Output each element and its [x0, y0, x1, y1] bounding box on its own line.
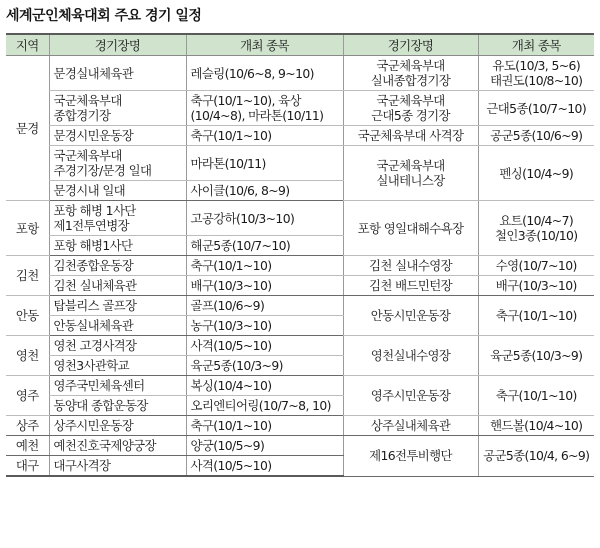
cell-line: 대구사격장: [53, 458, 111, 473]
venue-cell: [343, 276, 478, 296]
cell-line: 축구(10/1~10), 육상: [190, 93, 301, 108]
cell-line: 농구(10/3~10): [190, 318, 272, 333]
venue-cell: [343, 201, 478, 256]
header-row: [6, 34, 594, 56]
cell-line: 축구(10/1~10): [495, 388, 577, 403]
venue-cell: [49, 201, 186, 236]
cell-line: (10/4~8), 마라톤(10/11): [190, 108, 324, 123]
cell-line: 태권도(10/8~10): [490, 73, 583, 88]
cell-line: 근대5종(10/7~10): [486, 100, 587, 116]
cell-line: 안동실내체육관: [53, 318, 134, 333]
venue-cell: [49, 236, 186, 256]
event-cell: [478, 436, 594, 477]
cell-line: 문경시민운동장: [53, 128, 134, 143]
table-row: [6, 276, 594, 296]
cell-line: 포항 해병1사단: [53, 238, 133, 253]
region-cell: 김천: [6, 256, 49, 296]
cell-line: 양궁(10/5~9): [190, 438, 265, 453]
venue-cell: [343, 91, 478, 126]
event-cell: [478, 201, 594, 256]
cell-line: 사격(10/5~10): [190, 458, 272, 473]
region-cell: 문경: [6, 56, 49, 201]
cell-line: 국군체육부대: [376, 93, 445, 108]
event-cell: [186, 236, 343, 256]
event-cell: [186, 56, 343, 91]
cell-line: 상주실내체육관: [370, 418, 451, 433]
cell-line: 오리엔티어링(10/7~8, 10): [190, 398, 331, 413]
venue-cell: [49, 91, 186, 126]
venue-cell: [49, 146, 186, 181]
cell-line: 문경시내 일대: [53, 183, 126, 198]
cell-line: 김천 배드민턴장: [369, 278, 452, 293]
venue-cell: [49, 256, 186, 276]
event-cell: [186, 356, 343, 376]
event-cell: [186, 456, 343, 477]
venue-cell: [343, 256, 478, 276]
cell-line: 복싱(10/4~10): [190, 378, 272, 393]
venue-cell: [49, 416, 186, 436]
cell-line: 국군체육부대: [376, 158, 445, 173]
cell-line: 핸드볼(10/4~10): [490, 418, 583, 433]
table-row: [6, 256, 594, 276]
cell-line: 영천3사관학교: [53, 358, 129, 373]
cell-line: 국군체육부대: [376, 58, 445, 73]
venue-cell: [343, 376, 478, 416]
venue-cell: [49, 376, 186, 396]
cell-line: 실내테니스장: [376, 173, 445, 188]
header-event-1: 개최 종목: [186, 34, 343, 56]
venue-cell: [49, 336, 186, 356]
event-cell: [186, 416, 343, 436]
cell-line: 김천 실내체육관: [53, 278, 137, 293]
cell-line: 사격(10/5~10): [190, 338, 272, 353]
region-cell: 상주: [6, 416, 49, 436]
cell-line: 유도(10/3, 5~6): [492, 58, 581, 73]
event-cell: [186, 396, 343, 416]
table-row: [6, 56, 594, 91]
cell-line: 제16전투비행단: [369, 448, 452, 464]
cell-line: 마라톤(10/11): [190, 155, 266, 171]
event-cell: [478, 336, 594, 376]
venue-cell: [343, 336, 478, 376]
event-cell: [186, 181, 343, 201]
venue-cell: [49, 56, 186, 91]
cell-line: 김천 실내수영장: [369, 258, 452, 273]
region-cell: 안동: [6, 296, 49, 336]
table-row: [6, 126, 594, 146]
venue-cell: [343, 296, 478, 336]
event-cell: [478, 376, 594, 416]
cell-line: 동양대 종합운동장: [53, 398, 148, 413]
region-cell: 예천: [6, 436, 49, 456]
cell-line: 문경실내체육관: [53, 65, 134, 81]
venue-cell: [49, 316, 186, 336]
cell-line: 영천 고경사격장: [53, 338, 137, 353]
venue-cell: [49, 126, 186, 146]
venue-cell: [49, 456, 186, 477]
event-cell: [478, 416, 594, 436]
venue-cell: [343, 436, 478, 477]
table-row: [6, 296, 594, 316]
cell-line: 국군체육부대: [53, 148, 122, 163]
cell-line: 축구(10/1~10): [190, 128, 272, 143]
cell-line: 예천진호국제양궁장: [53, 438, 156, 453]
venue-cell: [49, 296, 186, 316]
table-row: [6, 376, 594, 396]
cell-line: 영주국민체육센터: [53, 378, 145, 393]
venue-cell: [49, 356, 186, 376]
cell-line: 사이클(10/6, 8~9): [190, 183, 290, 198]
cell-line: 영천실내수영장: [370, 348, 451, 363]
cell-line: 수영(10/7~10): [495, 258, 577, 273]
venue-cell: [343, 126, 478, 146]
cell-line: 고공강하(10/3~10): [190, 210, 295, 226]
event-cell: [186, 146, 343, 181]
venue-cell: [343, 146, 478, 201]
cell-line: 실내종합경기장: [370, 73, 451, 88]
event-cell: [478, 126, 594, 146]
cell-line: 골프(10/6~9): [190, 298, 265, 313]
cell-line: 펜싱(10/4~9): [499, 165, 574, 181]
cell-line: 상주시민운동장: [53, 418, 134, 433]
cell-line: 공군5종(10/4, 6~9): [483, 448, 590, 464]
cell-line: 안동시민운동장: [370, 308, 451, 323]
cell-line: 제1전투연병장: [53, 218, 129, 233]
header-venue-1: 경기장명: [49, 34, 186, 56]
cell-line: 근대5종 경기장: [371, 108, 450, 123]
cell-line: 종합경기장: [53, 108, 111, 123]
venue-cell: [49, 276, 186, 296]
cell-line: 축구(10/1~10): [190, 418, 272, 433]
schedule-table: [6, 33, 594, 477]
cell-line: 육군5종(10/3~9): [490, 348, 583, 363]
venue-cell: [49, 396, 186, 416]
header-venue-2: 경기장명: [343, 34, 478, 56]
cell-line: 육군5종(10/3~9): [190, 358, 283, 373]
table-row: [6, 91, 594, 126]
page-title: 세계군인체육대회 주요 경기 일정: [6, 8, 202, 24]
region-cell: 대구: [6, 456, 49, 477]
venue-cell: [49, 181, 186, 201]
event-cell: [186, 201, 343, 236]
cell-line: 축구(10/1~10): [495, 308, 577, 323]
event-cell: [186, 376, 343, 396]
event-cell: [186, 436, 343, 456]
cell-line: 국군체육부대: [53, 93, 122, 108]
cell-line: 탑블리스 골프장: [53, 298, 137, 313]
region-cell: 영주: [6, 376, 49, 416]
event-cell: [186, 336, 343, 356]
event-cell: [186, 256, 343, 276]
cell-line: 레슬링(10/6~8, 9~10): [190, 65, 314, 81]
event-cell: [186, 276, 343, 296]
cell-line: 국군체육부대 사격장: [357, 128, 464, 143]
cell-line: 철인3종(10/10): [494, 228, 578, 243]
event-cell: [478, 56, 594, 91]
event-cell: [478, 276, 594, 296]
table-row: [6, 416, 594, 436]
event-cell: [186, 126, 343, 146]
cell-line: 해군5종(10/7~10): [190, 238, 291, 253]
event-cell: [186, 91, 343, 126]
event-cell: [186, 316, 343, 336]
header-event-2: 개최 종목: [478, 34, 594, 56]
venue-cell: [343, 416, 478, 436]
cell-line: 공군5종(10/6~9): [490, 128, 583, 143]
event-cell: [478, 296, 594, 336]
region-cell: 포항: [6, 201, 49, 256]
table-row: [6, 436, 594, 456]
venue-cell: [49, 436, 186, 456]
cell-line: 김천종합운동장: [53, 258, 134, 273]
cell-line: 포항 해병 1사단: [53, 203, 136, 218]
event-cell: [478, 256, 594, 276]
header-region: 지역: [6, 34, 49, 56]
cell-line: 요트(10/4~7): [499, 213, 574, 228]
cell-line: 포항 영일대해수욕장: [357, 220, 464, 236]
event-cell: [186, 296, 343, 316]
table-row: [6, 146, 594, 181]
region-cell: 영천: [6, 336, 49, 376]
cell-line: 주경기장/문경 일대: [53, 163, 152, 178]
venue-cell: [343, 56, 478, 91]
table-row: [6, 201, 594, 236]
cell-line: 축구(10/1~10): [190, 258, 272, 273]
cell-line: 배구(10/3~10): [495, 278, 577, 293]
cell-line: 배구(10/3~10): [190, 278, 272, 293]
cell-line: 영주시민운동장: [370, 388, 451, 403]
table-row: [6, 336, 594, 356]
event-cell: [478, 146, 594, 201]
event-cell: [478, 91, 594, 126]
